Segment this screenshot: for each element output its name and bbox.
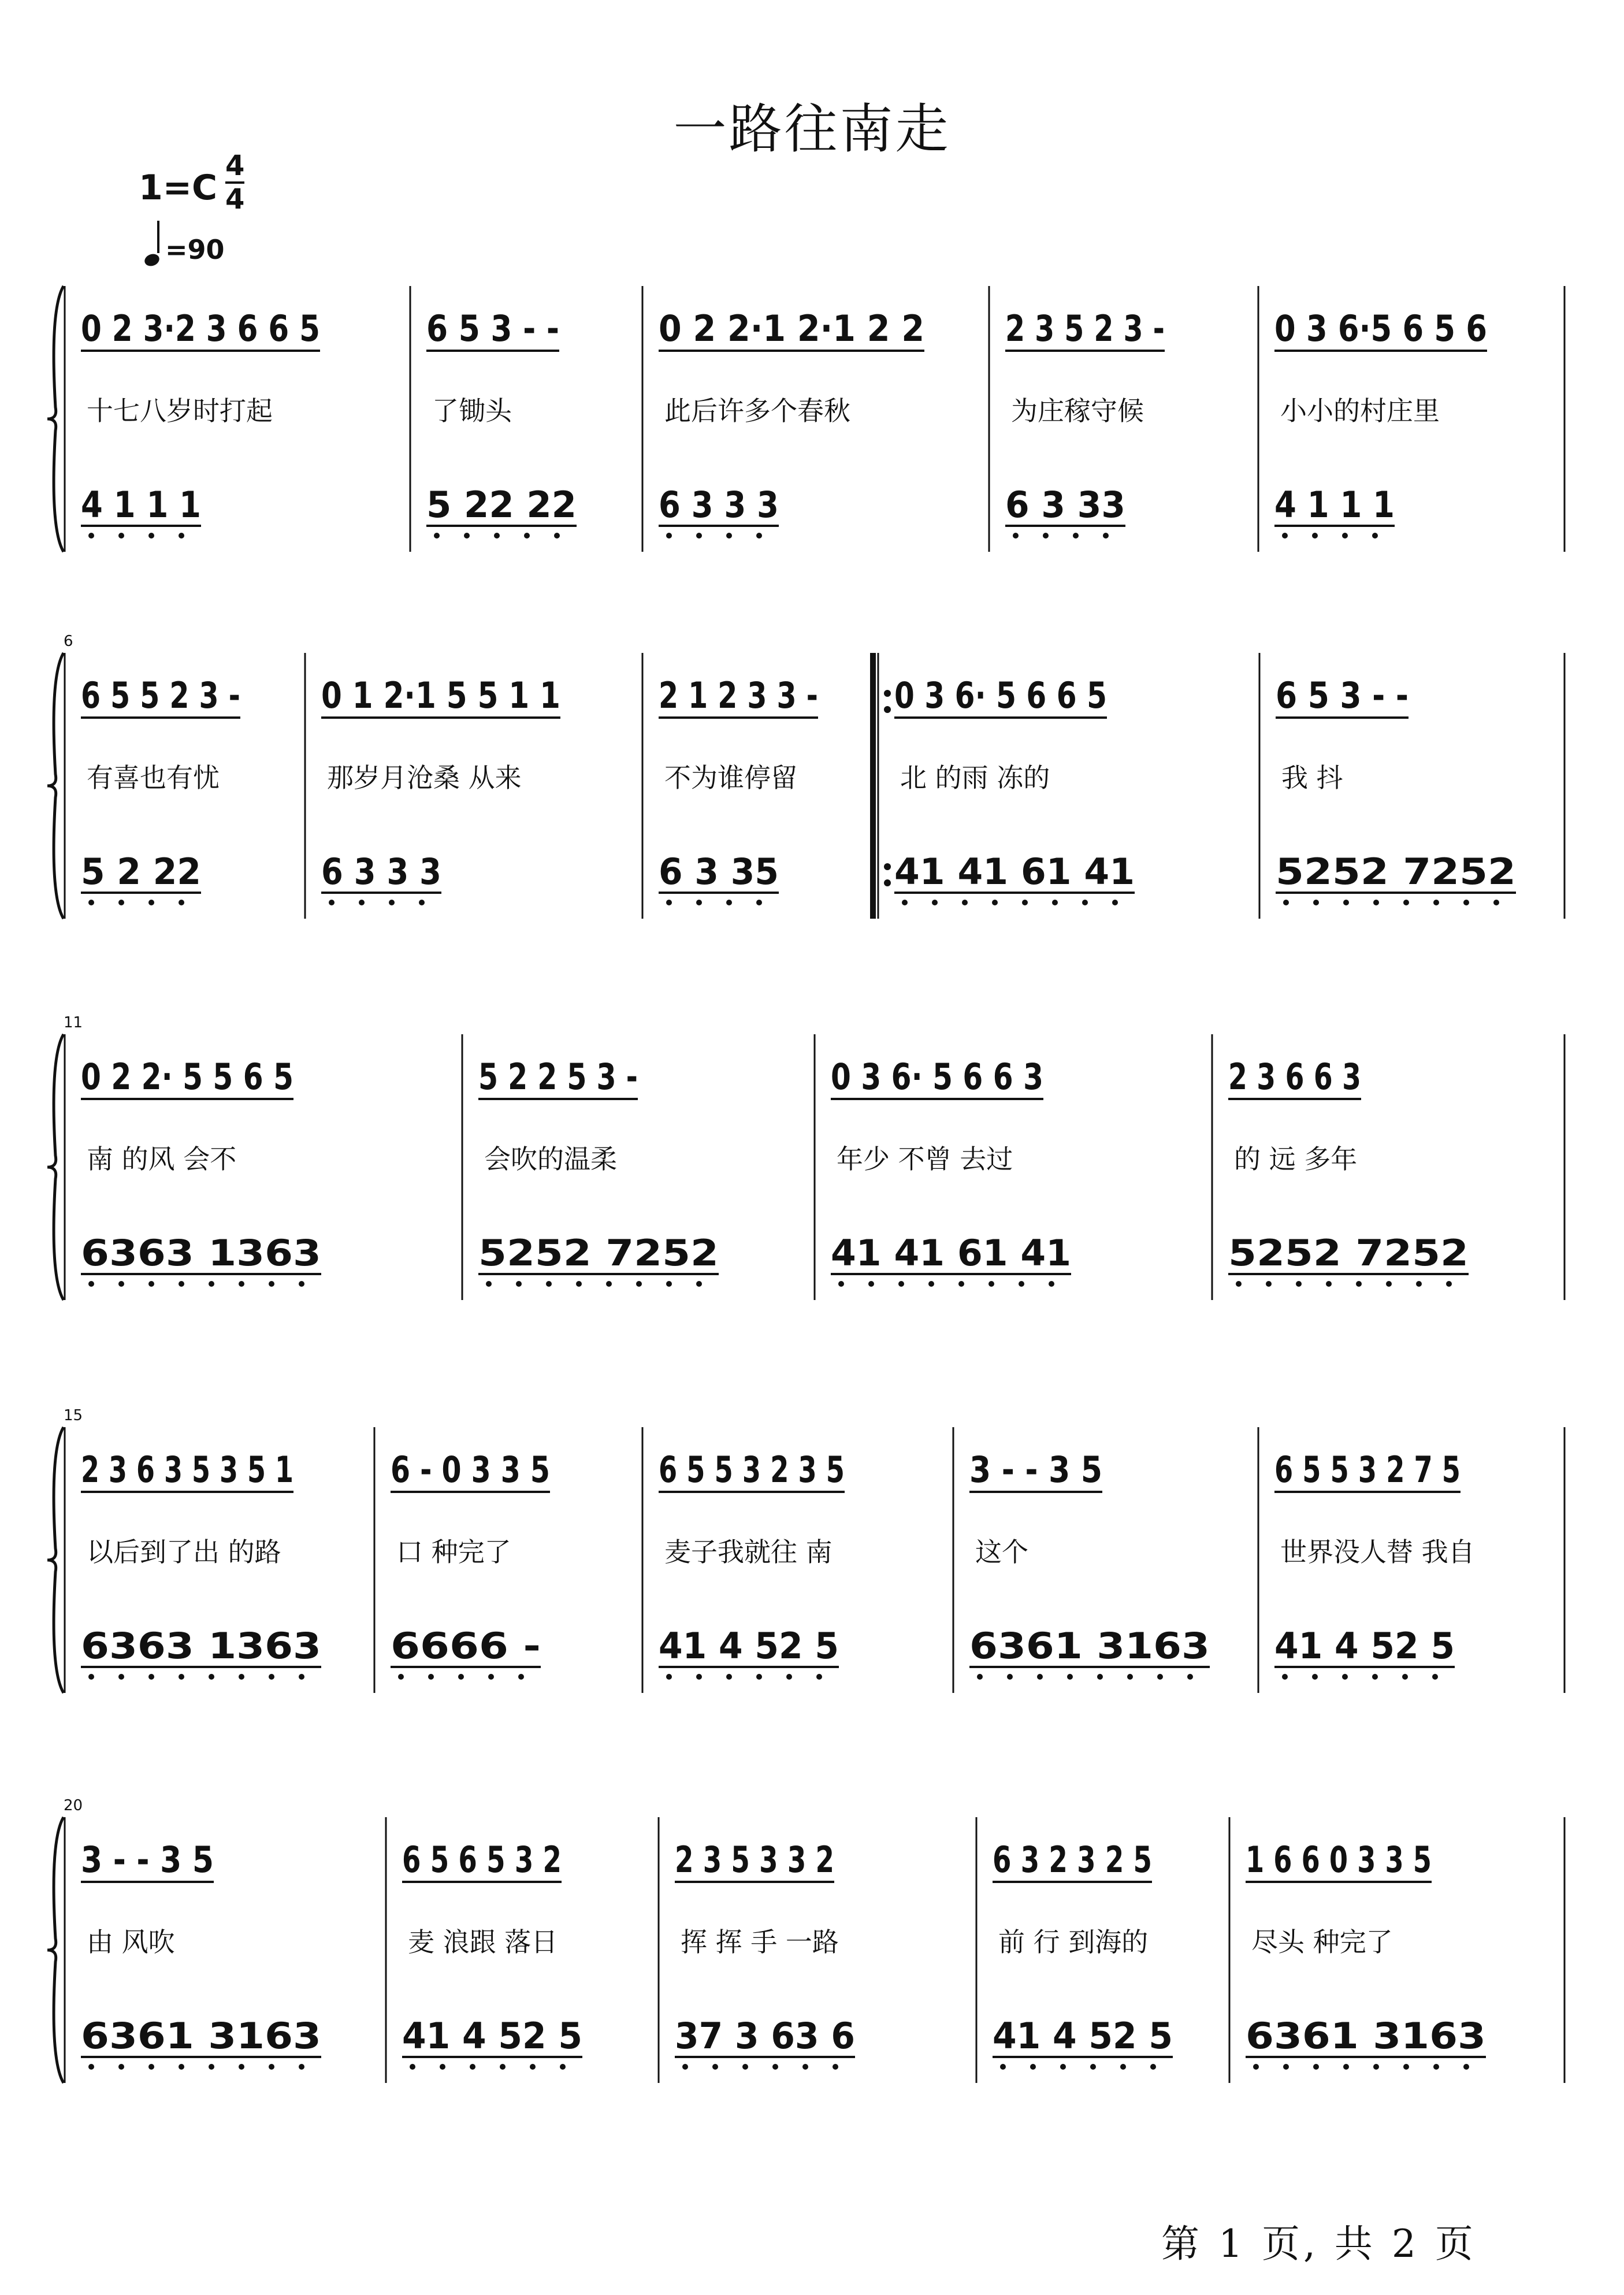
octave-dot (1112, 900, 1118, 905)
octave-dot (1013, 533, 1019, 539)
octave-dot (1266, 1281, 1272, 1287)
octave-dot (209, 1281, 214, 1287)
octave-dot (486, 1281, 492, 1287)
repeat-dot (884, 879, 891, 886)
bass-notes: 6361 3163 (1246, 2015, 1486, 2057)
octave-dot (1127, 1674, 1133, 1680)
melody-notes: 0 1 2·1 5 5 1 1 (321, 674, 560, 716)
octave-dot (1326, 1281, 1332, 1287)
key-signature: 1=C (139, 168, 218, 208)
octave-dot (988, 1281, 994, 1287)
song-title: 一路往南走 (673, 98, 951, 160)
bass-notes: 6361 3163 (81, 2015, 321, 2057)
octave-dot (1090, 2064, 1096, 2070)
octave-dot (1342, 1674, 1348, 1680)
octave-dot (1386, 1281, 1392, 1287)
octave-dot (148, 533, 154, 539)
lyric-text: 年少 不曾 去过 (837, 1143, 1013, 1175)
octave-dot (389, 900, 395, 905)
octave-dot (440, 2064, 445, 2070)
octave-dot (179, 900, 184, 905)
octave-dot (118, 1674, 124, 1680)
octave-dot (88, 533, 94, 539)
octave-dot (1067, 1674, 1073, 1680)
octave-dot (1120, 2064, 1126, 2070)
time-signature-top: 4 (225, 150, 245, 182)
octave-dot (1097, 1674, 1103, 1680)
octave-dot (1432, 1674, 1438, 1680)
system-brace (47, 1817, 64, 2083)
octave-dot (1313, 2064, 1319, 2070)
octave-dot (494, 533, 500, 539)
lyric-text: 这个 (975, 1536, 1028, 1568)
octave-dot (928, 1281, 934, 1287)
octave-dot (470, 2064, 475, 2070)
time-signature-bottom: 4 (225, 183, 245, 216)
octave-dot (118, 2064, 124, 2070)
lyric-text: 前 行 到海的 (998, 1926, 1149, 1958)
octave-dot (428, 1674, 434, 1680)
octave-dot (239, 1281, 244, 1287)
bass-notes: 6 3 33 (1005, 484, 1125, 526)
octave-dot (88, 2064, 94, 2070)
lyric-text: 南 的风 会不 (87, 1143, 237, 1175)
lyric-text: 为庄稼守候 (1011, 395, 1144, 426)
melody-notes: 2 3 5 2 3 - (1005, 307, 1165, 350)
bass-notes: 5252 7252 (1276, 851, 1516, 893)
octave-dot (518, 1674, 524, 1680)
octave-dot (118, 1281, 124, 1287)
lyric-text: 挥 挥 手 一路 (681, 1926, 839, 1958)
octave-dot (410, 2064, 415, 2070)
octave-dot (1372, 533, 1378, 539)
octave-dot (1446, 1281, 1452, 1287)
octave-dot (726, 1674, 732, 1680)
octave-dot (898, 1281, 904, 1287)
octave-dot (88, 900, 94, 905)
bass-notes: 41 41 61 41 (831, 1232, 1071, 1274)
measure-number: 20 (64, 1797, 83, 1814)
octave-dot (179, 1281, 184, 1287)
octave-dot (1343, 2064, 1349, 2070)
octave-dot (1373, 2064, 1379, 2070)
octave-dot (458, 1674, 464, 1680)
octave-dot (1416, 1281, 1422, 1287)
octave-dot (868, 1281, 874, 1287)
octave-dot (696, 1674, 702, 1680)
octave-dot (1007, 1674, 1013, 1680)
lyric-text: 此后许多个春秋 (664, 395, 850, 426)
octave-dot (958, 1281, 964, 1287)
repeat-dot (884, 706, 891, 713)
lyric-text: 了锄头 (432, 395, 512, 426)
octave-dot (786, 1674, 792, 1680)
octave-dot (726, 533, 732, 539)
lyric-text: 会吹的温柔 (484, 1143, 617, 1175)
octave-dot (1312, 1674, 1318, 1680)
bass-notes: 5 22 22 (426, 484, 577, 526)
lyric-text: 北 的雨 冻的 (900, 762, 1050, 793)
lyric-text: 由 风吹 (87, 1926, 175, 1958)
octave-dot (1150, 2064, 1156, 2070)
bass-notes: 6363 1363 (81, 1232, 321, 1274)
melody-notes: 2 1 2 3 3 - (659, 674, 818, 716)
octave-dot (1030, 2064, 1036, 2070)
octave-dot (1019, 1281, 1024, 1287)
octave-dot (1493, 900, 1499, 905)
octave-dot (756, 900, 762, 905)
octave-dot (682, 2064, 688, 2070)
octave-dot (772, 2064, 778, 2070)
octave-dot (148, 1281, 154, 1287)
bass-notes: 41 4 52 5 (402, 2015, 582, 2057)
octave-dot (1372, 1674, 1378, 1680)
lyric-text: 不为谁停留 (664, 762, 797, 793)
octave-dot (419, 900, 425, 905)
bass-notes: 6361 3163 (969, 1625, 1210, 1667)
octave-dot (977, 1674, 983, 1680)
octave-dot (696, 533, 702, 539)
lyric-text: 小小的村庄里 (1280, 395, 1440, 426)
octave-dot (1463, 900, 1469, 905)
octave-dot (398, 1674, 404, 1680)
bass-notes: 5252 7252 (478, 1232, 719, 1274)
octave-dot (524, 533, 530, 539)
measure-number: 11 (64, 1014, 83, 1031)
melody-notes: 5 2 2 5 3 - (478, 1056, 638, 1098)
octave-dot (554, 533, 560, 539)
octave-dot (1082, 900, 1088, 905)
bass-notes: 37 3 63 6 (675, 2015, 855, 2057)
octave-dot (560, 2064, 566, 2070)
bass-notes: 6 3 3 3 (321, 851, 441, 893)
melody-notes: 0 2 2·1 2·1 2 2 (659, 307, 924, 350)
bass-notes: 4 1 1 1 (1274, 484, 1395, 526)
melody-notes: 0 3 6· 5 6 6 3 (831, 1056, 1043, 1098)
lyric-text: 以后到了出 的路 (87, 1536, 281, 1568)
octave-dot (464, 533, 470, 539)
octave-dot (1282, 533, 1288, 539)
melody-notes: 6 5 3 - - (1276, 674, 1409, 716)
lyric-text: 有喜也有忧 (87, 762, 220, 793)
octave-dot (1356, 1281, 1362, 1287)
octave-dot (239, 1674, 244, 1680)
octave-dot (269, 1674, 274, 1680)
melody-notes: 1 6 6 0 3 3 5 (1246, 1839, 1432, 1881)
octave-dot (148, 1674, 154, 1680)
octave-dot (88, 1674, 94, 1680)
octave-dot (239, 2064, 244, 2070)
melody-notes: 0 3 6·5 6 5 6 (1274, 307, 1487, 350)
repeat-barline-thick (870, 653, 876, 919)
system-brace (47, 286, 64, 552)
lyric-text: 麦子我就往 南 (664, 1536, 833, 1568)
octave-dot (1433, 2064, 1439, 2070)
octave-dot (179, 1674, 184, 1680)
octave-dot (1342, 533, 1348, 539)
octave-dot (636, 1281, 642, 1287)
octave-dot (666, 1281, 672, 1287)
bass-notes: 41 41 61 41 (894, 851, 1135, 893)
octave-dot (516, 1281, 522, 1287)
octave-dot (148, 2064, 154, 2070)
melody-notes: 2 3 6 6 3 (1228, 1056, 1361, 1098)
octave-dot (696, 1281, 702, 1287)
melody-notes: 6 5 5 3 2 7 5 (1274, 1449, 1461, 1491)
octave-dot (148, 900, 154, 905)
melody-notes: 2 3 5 3 3 2 (675, 1839, 834, 1881)
octave-dot (1283, 900, 1289, 905)
octave-dot (359, 900, 365, 905)
bass-notes: 6 3 3 3 (659, 484, 779, 526)
lyric-text: 那岁月沧桑 从来 (327, 762, 522, 793)
octave-dot (666, 1674, 672, 1680)
octave-dot (1343, 900, 1349, 905)
melody-notes: 6 5 3 - - (426, 307, 559, 350)
octave-dot (269, 1281, 274, 1287)
melody-notes: 6 - 0 3 3 5 (391, 1449, 550, 1491)
octave-dot (1060, 2064, 1066, 2070)
tempo-value: =90 (165, 234, 225, 265)
octave-dot (269, 2064, 274, 2070)
octave-dot (666, 900, 672, 905)
octave-dot (756, 1674, 762, 1680)
octave-dot (530, 2064, 536, 2070)
octave-dot (1049, 1281, 1054, 1287)
octave-dot (179, 533, 184, 539)
octave-dot (1253, 2064, 1259, 2070)
octave-dot (1283, 2064, 1289, 2070)
octave-dot (88, 1281, 94, 1287)
lyric-text: 我 抖 (1281, 762, 1343, 793)
octave-dot (179, 2064, 184, 2070)
bass-notes: 41 4 52 5 (1274, 1625, 1455, 1667)
octave-dot (1312, 533, 1318, 539)
octave-dot (1403, 2064, 1409, 2070)
system-brace (47, 653, 64, 919)
octave-dot (838, 1281, 844, 1287)
octave-dot (488, 1674, 494, 1680)
octave-dot (329, 900, 335, 905)
melody-notes: 6 5 5 2 3 - (81, 674, 240, 716)
measure-number: 15 (64, 1407, 83, 1424)
octave-dot (666, 533, 672, 539)
octave-dot (712, 2064, 718, 2070)
bass-notes: 6363 1363 (81, 1625, 321, 1667)
octave-dot (1022, 900, 1028, 905)
octave-dot (992, 900, 998, 905)
lyric-text: 的 远 多年 (1234, 1143, 1358, 1175)
melody-notes: 0 2 2· 5 5 6 5 (81, 1056, 293, 1098)
octave-dot (434, 533, 440, 539)
octave-dot (1157, 1674, 1163, 1680)
octave-dot (1282, 1674, 1288, 1680)
melody-notes: 3 - - 3 5 (969, 1449, 1102, 1491)
octave-dot (1313, 900, 1319, 905)
bass-notes: 5252 7252 (1228, 1232, 1469, 1274)
octave-dot (902, 900, 908, 905)
lyric-text: 麦 浪跟 落日 (408, 1926, 558, 1958)
octave-dot (1236, 1281, 1242, 1287)
octave-dot (1000, 2064, 1006, 2070)
octave-dot (500, 2064, 506, 2070)
octave-dot (1373, 900, 1379, 905)
repeat-dot (884, 863, 891, 870)
octave-dot (962, 900, 968, 905)
octave-dot (1043, 533, 1049, 539)
octave-dot (1433, 900, 1439, 905)
octave-dot (1187, 1674, 1193, 1680)
octave-dot (299, 2064, 304, 2070)
octave-dot (1052, 900, 1058, 905)
bass-notes: 6 3 35 (659, 851, 779, 893)
bass-notes: 4 1 1 1 (81, 484, 201, 526)
melody-notes: 0 2 3·2 3 6 6 5 (81, 307, 320, 350)
octave-dot (576, 1281, 582, 1287)
lyric-text: 十七八岁时打起 (87, 395, 273, 426)
melody-notes: 3 - - 3 5 (81, 1839, 214, 1881)
melody-notes: 6 5 6 5 3 2 (402, 1839, 562, 1881)
octave-dot (1103, 533, 1109, 539)
melody-notes: 6 5 5 3 2 3 5 (659, 1449, 845, 1491)
bass-notes: 41 4 52 5 (659, 1625, 839, 1667)
octave-dot (932, 900, 938, 905)
octave-dot (1296, 1281, 1302, 1287)
melody-notes: 6 3 2 3 2 5 (993, 1839, 1152, 1881)
measure-number: 6 (64, 633, 73, 650)
octave-dot (756, 533, 762, 539)
octave-dot (726, 900, 732, 905)
octave-dot (833, 2064, 838, 2070)
repeat-dot (884, 690, 891, 697)
octave-dot (1402, 1674, 1408, 1680)
octave-dot (1403, 900, 1409, 905)
bass-notes: 6666 - (391, 1625, 541, 1667)
lyric-text: 世界没人替 我自 (1280, 1536, 1475, 1568)
bass-notes: 41 4 52 5 (993, 2015, 1173, 2057)
system-brace (47, 1427, 64, 1693)
octave-dot (802, 2064, 808, 2070)
octave-dot (1463, 2064, 1469, 2070)
octave-dot (606, 1281, 612, 1287)
octave-dot (209, 2064, 214, 2070)
octave-dot (1073, 533, 1079, 539)
system-brace (47, 1034, 64, 1300)
octave-dot (299, 1281, 304, 1287)
lyric-text: 口 种完了 (396, 1536, 511, 1568)
lyric-text: 尽头 种完了 (1251, 1926, 1393, 1958)
octave-dot (118, 533, 124, 539)
octave-dot (816, 1674, 822, 1680)
melody-notes: 0 3 6· 5 6 6 5 (894, 674, 1107, 716)
octave-dot (696, 900, 702, 905)
octave-dot (118, 900, 124, 905)
octave-dot (209, 1674, 214, 1680)
octave-dot (299, 1674, 304, 1680)
octave-dot (742, 2064, 748, 2070)
page-indicator: 第 1 页, 共 2 页 (1161, 2222, 1477, 2266)
octave-dot (1037, 1674, 1043, 1680)
melody-notes: 2 3 6 3 5 3 5 1 (81, 1449, 293, 1491)
octave-dot (546, 1281, 552, 1287)
bass-notes: 5 2 22 (81, 851, 201, 893)
